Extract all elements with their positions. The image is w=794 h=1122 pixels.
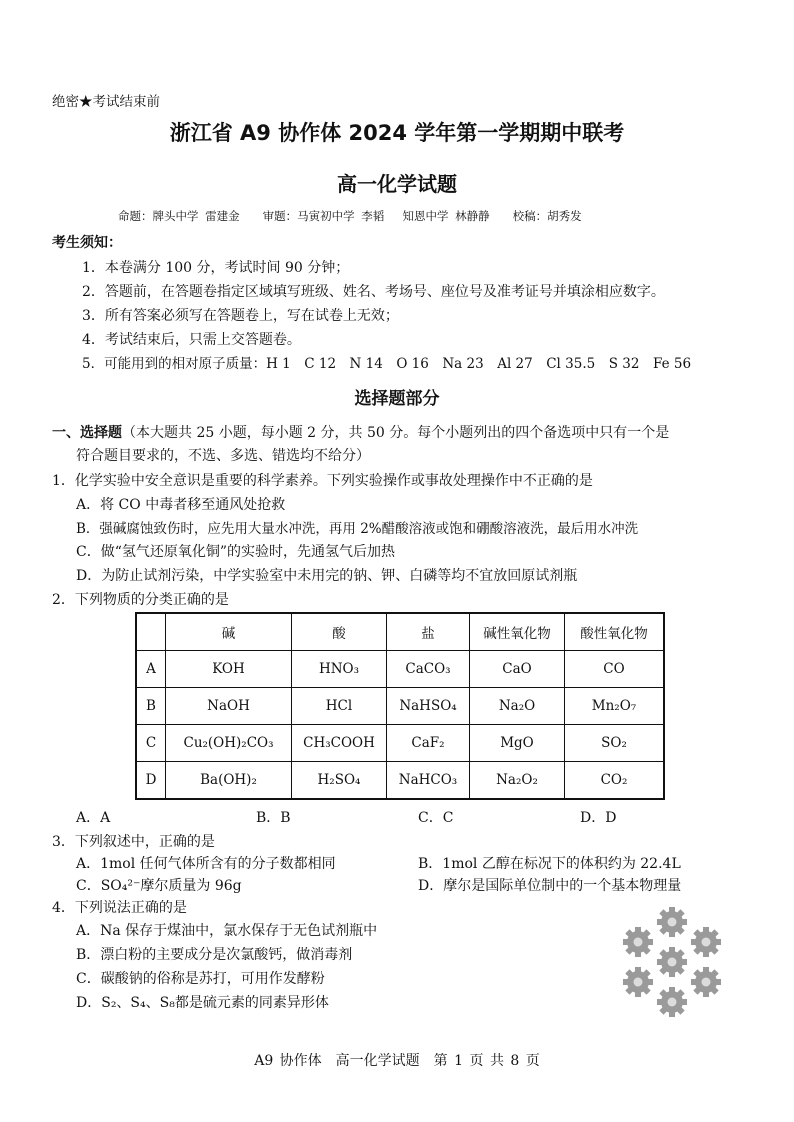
q3-option-b: B．1mol 乙醇在标况下的体积约为 22.4L xyxy=(418,856,681,872)
q4-stem: 4．下列说法正确的是 xyxy=(52,900,187,916)
q4-option-b: B．漂白粉的主要成分是次氯酸钙，做消毒剂 xyxy=(76,947,353,963)
section-title: 选择题部分 xyxy=(354,389,440,409)
q1-option-c: C．做“氢气还原氧化铜”的实验时，先通氢气后加热 xyxy=(76,544,396,560)
part-label: 一、选择题 xyxy=(52,425,122,441)
q1-option-a: A．将 CO 中毒者移至通风处抢救 xyxy=(76,497,286,513)
part-desc-cont: 符合题目要求的，不选、多选、错选均不给分） xyxy=(76,448,370,464)
gear-cluster-icon xyxy=(616,906,728,1018)
header-cell: 酸性氧化物 xyxy=(565,613,665,651)
header-cell: 碱性氧化物 xyxy=(470,613,565,651)
table-cell: NaHCO₃ xyxy=(387,762,470,800)
header-cell: 碱 xyxy=(166,613,292,651)
table-row xyxy=(136,651,664,688)
q4-option-d: D．S₂、S₄、S₈都是硫元素的同素异形体 xyxy=(76,995,329,1011)
exam-title: 浙江省 A9 协作体 2024 学年第一学期期中联考 xyxy=(169,121,625,145)
table-cell: CO₂ xyxy=(565,762,665,800)
table-cell: D xyxy=(136,762,166,800)
table-cell: HCl xyxy=(292,688,387,725)
notice-item: 1．本卷满分 100 分，考试时间 90 分钟； xyxy=(82,260,350,276)
q1-stem: 1．化学实验中安全意识是重要的科学素养。下列实验操作或事故处理操作中不正确的是 xyxy=(52,473,593,489)
q2-option-d: D．D xyxy=(580,810,617,826)
notice-item: 3．所有答案必须写在答题卷上，写在试卷上无效； xyxy=(82,308,399,324)
table-row xyxy=(136,688,664,725)
table-cell: HNO₃ xyxy=(292,651,387,688)
page-footer: A9 协作体 高一化学试题 第 1 页 共 8 页 xyxy=(254,1053,540,1069)
notice-item: 2．答题前，在答题卷指定区域填写班级、姓名、考场号、座位号及准考证号并填涂相应数字。 xyxy=(82,284,665,300)
part-desc: （本大题共 25 小题，每小题 2 分，共 50 分。每个小题列出的四个备选项中只有一个是 xyxy=(122,425,670,441)
table-header-row xyxy=(136,613,664,651)
table-row xyxy=(136,762,664,800)
q4-option-a: A．Na 保存于煤油中，氯水保存于无色试剂瓶中 xyxy=(76,923,378,939)
part-intro xyxy=(52,422,669,442)
table-cell: CaCO₃ xyxy=(387,651,470,688)
table-cell: CaO xyxy=(470,651,565,688)
exam-subtitle: 高一化学试题 xyxy=(337,172,457,196)
q2-option-c: C．C xyxy=(418,810,454,826)
q2-option-b: B．B xyxy=(256,810,291,826)
q2-option-a: A．A xyxy=(76,810,111,826)
q4-option-c: C．碳酸钠的俗称是苏打，可用作发酵粉 xyxy=(76,971,325,987)
table-cell: C xyxy=(136,725,166,762)
table-cell: Na₂O xyxy=(470,688,565,725)
table-cell: CO xyxy=(565,651,665,688)
q2-stem: 2．下列物质的分类正确的是 xyxy=(52,592,229,608)
notice-item: 4．考试结束后，只需上交答题卷。 xyxy=(82,332,301,348)
notice-heading: 考生须知： xyxy=(52,235,122,251)
classification-table xyxy=(135,612,665,800)
table-cell: A xyxy=(136,651,166,688)
table-cell: Na₂O₂ xyxy=(470,762,565,800)
confidential-label: 绝密★考试结束前 xyxy=(52,94,160,110)
header-cell: 盐 xyxy=(387,613,470,651)
q1-option-b: B．强碱腐蚀致伤时，应先用大量水冲洗，再用 2%醋酸溶液或饱和硼酸溶液洗，最后用水冲洗 xyxy=(76,521,639,537)
table-cell: Ba(OH)₂ xyxy=(166,762,292,800)
table-row xyxy=(136,725,664,762)
table-cell: B xyxy=(136,688,166,725)
table-cell: Cu₂(OH)₂CO₃ xyxy=(166,725,292,762)
notice-item: 5．可能用到的相对原子质量：H 1 C 12 N 14 O 16 Na 23 Al 27 Cl 35.5 S 32 Fe 56 xyxy=(82,356,692,372)
q1-option-d: D．为防止试剂污染，中学实验室中未用完的钠、钾、白磷等均不宜放回原试剂瓶 xyxy=(76,568,578,584)
table-cell: NaOH xyxy=(166,688,292,725)
table-cell: KOH xyxy=(166,651,292,688)
table-cell: NaHSO₄ xyxy=(387,688,470,725)
q3-stem: 3．下列叙述中，正确的是 xyxy=(52,834,215,850)
table-cell: SO₂ xyxy=(565,725,665,762)
table-cell: H₂SO₄ xyxy=(292,762,387,800)
q3-option-a: A．1mol 任何气体所含有的分子数都相同 xyxy=(76,856,336,872)
header-cell xyxy=(136,613,166,651)
header-cell: 酸 xyxy=(292,613,387,651)
authors-line: 命题：牌头中学 雷建金 审题：马寅初中学 李韬 知恩中学 林静静 校稿：胡秀发 xyxy=(118,209,582,223)
table-cell: CH₃COOH xyxy=(292,725,387,762)
table-cell: Mn₂O₇ xyxy=(565,688,665,725)
q3-option-c: C．SO₄²⁻摩尔质量为 96g xyxy=(76,878,242,894)
q3-option-d: D．摩尔是国际单位制中的一个基本物理量 xyxy=(418,878,682,894)
table-cell: CaF₂ xyxy=(387,725,470,762)
table-cell: MgO xyxy=(470,725,565,762)
